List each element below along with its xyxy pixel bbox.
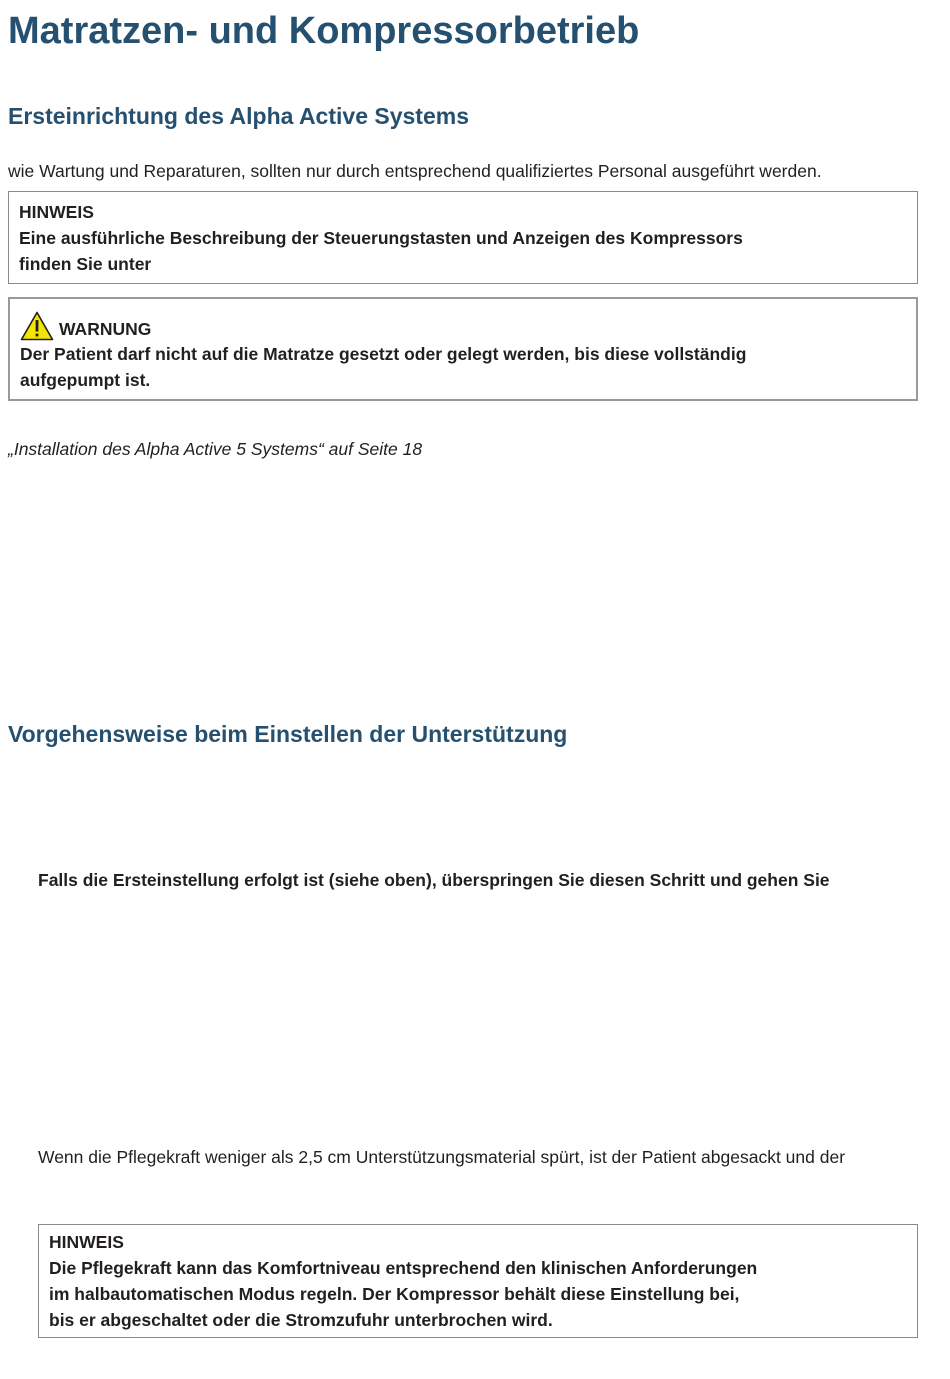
warning-text-line: aufgepumpt ist. [20,370,151,390]
section-heading-support-adjustment: Vorgehensweise beim Einstellen der Unterstützung [8,721,568,747]
caregiver-paragraph: Wenn die Pflegekraft weniger als 2,5 cm Unterstützungsmaterial spürt, ist der Patient abgesackt und der [38,1147,846,1167]
warning-text-line: Der Patient darf nicht auf die Matratze gesetzt oder gelegt werden, bis diese vollständig [20,344,747,364]
warning-triangle-icon [20,311,54,341]
note-text-line: im halbautomatischen Modus regeln. Der Kompressor behält diese Einstellung bei, [49,1284,740,1304]
note-box-1 [8,191,918,284]
note-text-line: bis er abgeschaltet oder die Stromzufuhr unterbrochen wird. [49,1310,553,1330]
note-label: HINWEIS [49,1232,124,1252]
intro-paragraph: wie Wartung und Reparaturen, sollten nur durch entsprechend qualifiziertes Personal ausgeführt werden. [8,161,822,181]
note-text-line: Die Pflegekraft kann das Komfortniveau entsprechend den klinischen Anforderungen [49,1258,758,1278]
note-label: HINWEIS [19,202,94,222]
warning-header [20,309,906,341]
note-box-2 [38,1224,918,1338]
note-text-line: finden Sie unter [19,254,152,274]
note-text-line: Eine ausführliche Beschreibung der Steuerungstasten und Anzeigen des Kompressors [19,228,743,248]
step-paragraph: Falls die Ersteinstellung erfolgt ist (siehe oben), überspringen Sie diesen Schritt und gehen Sie [38,870,830,890]
warning-label: WARNUNG [59,319,152,339]
section-heading-initial-setup: Ersteinrichtung des Alpha Active Systems [8,103,469,129]
reference-link-text: „Installation des Alpha Active 5 Systems“ auf Seite 18 [8,439,423,459]
page-title: Matratzen- und Kompressorbetrieb [8,10,640,52]
warning-box [8,297,918,401]
